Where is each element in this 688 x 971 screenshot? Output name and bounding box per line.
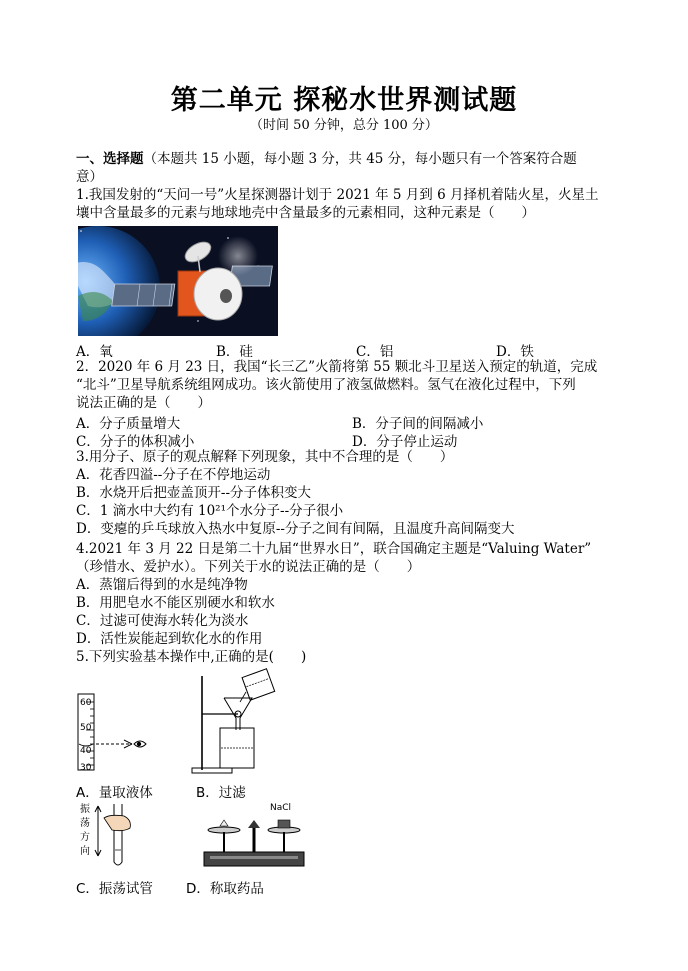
cylinder-tick-30: 30 — [80, 763, 92, 773]
hand-icon — [104, 815, 130, 830]
q1-option-b: B．硅 — [216, 344, 253, 360]
nacl-label: NaCl — [270, 803, 292, 813]
q3-option-b: B．水烧开后把壶盖顶开--分子体积变大 — [76, 485, 312, 501]
q2-option-b: B．分子间的间隔减小 — [352, 416, 484, 432]
q4-line1: 4.2021 年 3 月 22 日是第二十九届“世界水日”，联合国确定主题是“Valuing Water” — [76, 541, 592, 557]
q2-option-d: D．分子停止运动 — [352, 434, 458, 450]
page-title: 第二单元 探秘水世界测试题 — [170, 85, 518, 116]
q2-line3: 说法正确的是（ ） — [76, 395, 211, 411]
figure-d-balance — [200, 800, 310, 870]
solar-panel-left — [112, 284, 175, 306]
cylinder-tick-60: 60 — [80, 698, 92, 708]
q1-option-a: A．氧 — [76, 344, 113, 360]
section-desc-cont: 意） — [76, 169, 103, 185]
q4-option-d: D．活性炭能起到软化水的作用 — [76, 631, 263, 647]
shake-label-4: 向 — [80, 846, 90, 857]
shake-label-3: 方 — [80, 832, 90, 843]
q3-option-d: D．变瘪的乒乓球放入热水中复原--分子之间有间隔，且温度升高间隔变大 — [76, 521, 515, 537]
figure-a-caption: A．量取液体 — [76, 785, 153, 801]
eye-icon — [134, 741, 146, 747]
section-desc: （本题共 15 小题，每小题 3 分，共 45 分，每小题只有一个答案符合题 — [143, 151, 577, 167]
cylinder-tick-40: 40 — [80, 746, 92, 756]
q1-option-d: D．铁 — [496, 344, 534, 360]
cylinder-tick-50: 50 — [80, 723, 92, 733]
q1-line2: 壤中含量最多的元素与地球地壳中含量最多的元素相同，这种元素是（ ） — [76, 205, 535, 221]
figure-d-caption: D．称取药品 — [186, 881, 264, 897]
q4-option-c: C．过滤可使海水转化为淡水 — [76, 613, 249, 629]
q4-line2: （珍惜水、爱护水）。下列关于水的说法正确的是（ ） — [76, 559, 421, 575]
shake-label-1: 振 — [80, 804, 90, 815]
figure-b-caption: B．过滤 — [196, 785, 246, 801]
q5-line1: 5.下列实验基本操作中,正确的是( ) — [76, 649, 307, 665]
q3-option-c: C．1 滴水中大约有 10²¹个水分子--分子很小 — [76, 503, 344, 519]
section-heading — [76, 150, 636, 168]
shake-label-2: 荡 — [80, 818, 90, 829]
q1-line1: 1.我国发射的“天问一号”火星探测器计划于 2021 年 5 月到 6 月择机着陆火星，火星土 — [76, 187, 599, 203]
q2-line1: 2．2020 年 6 月 23 日，我国“长三乙”火箭将第 55 颗北斗卫星送入预定的轨道，完成 — [76, 359, 598, 375]
q4-option-a: A．蒸馏后得到的水是纯净物 — [76, 577, 248, 593]
q3-option-a: A．花香四溢--分子在不停地运动 — [76, 467, 271, 483]
q2-option-c: C．分子的体积减小 — [76, 434, 195, 450]
figure-c-shaking — [76, 800, 146, 872]
q2-option-a: A．分子质量增大 — [76, 416, 181, 432]
q4-option-b: B．用肥皂水不能区别硬水和软水 — [76, 595, 275, 611]
figure-a-cylinder — [76, 692, 156, 774]
mars-probe-image — [78, 226, 278, 336]
pouring-beaker — [242, 669, 275, 700]
figure-c-caption: C．振荡试管 — [76, 881, 153, 897]
q2-line2: “北斗”卫星导航系统组网成功。该火箭使用了液氢做燃料。氢气在液化过程中，下列 — [76, 377, 576, 393]
q3-line1: 3.用分子、原子的观点解释下列现象，其中不合理的是（ ） — [76, 449, 454, 465]
q1-option-c: C．铝 — [356, 344, 394, 360]
section-label: 一、选择题 — [76, 151, 144, 167]
figure-b-filtration — [188, 668, 288, 776]
mars-probe-illustration — [78, 226, 278, 336]
page-subtitle: （时间 50 分钟，总分 100 分） — [250, 118, 438, 133]
